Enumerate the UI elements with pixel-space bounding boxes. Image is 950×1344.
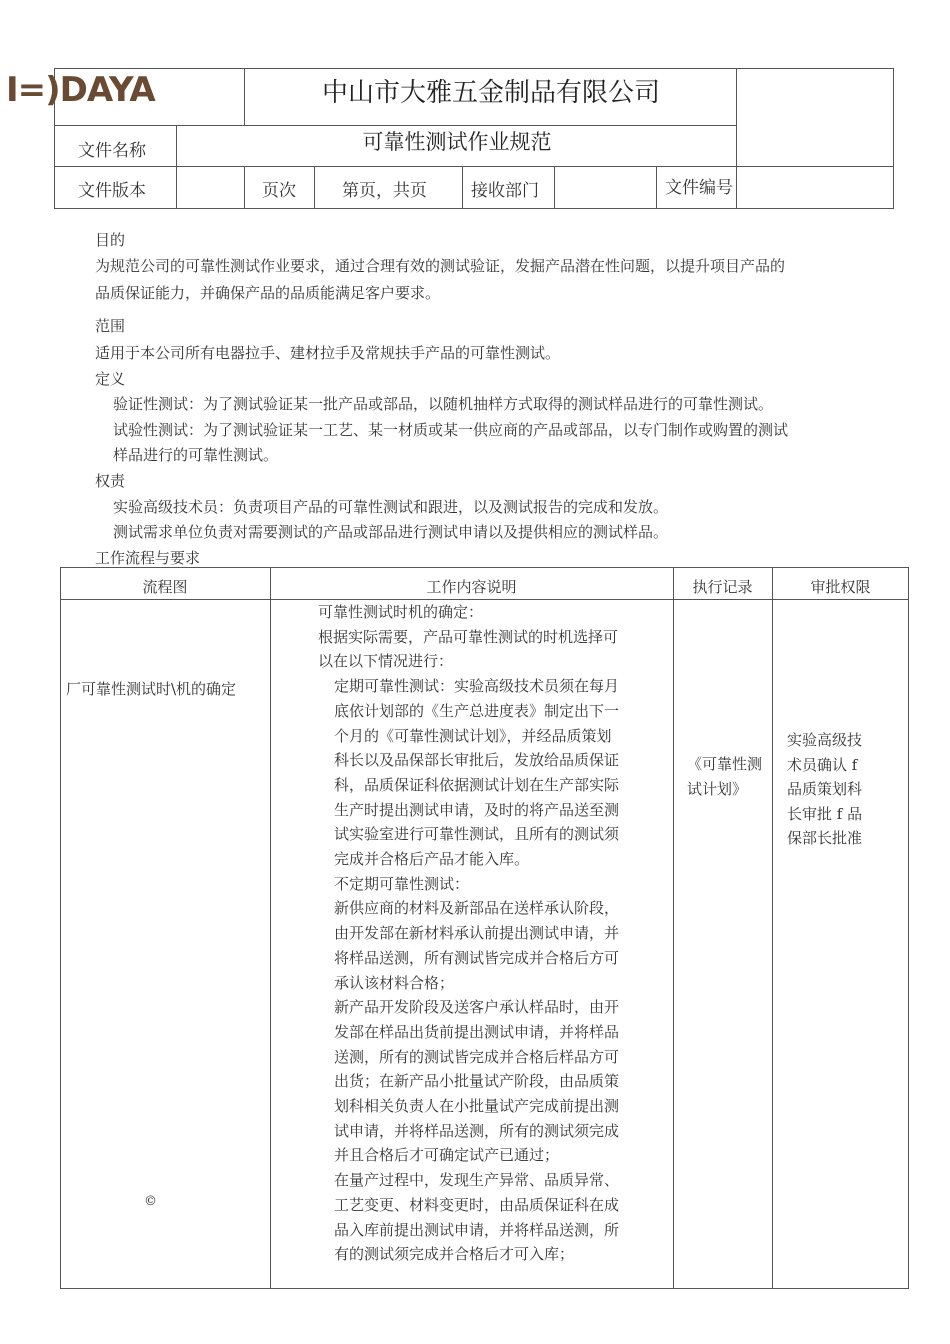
content-line: 可靠性测试时机的确定： [318,603,484,621]
definition-item: 验证性测试：为了测试验证某一批产品或部品，以随机抽样方式取得的测试样品进行的可靠性测试。 [113,395,774,413]
flow-step: 厂可靠性测试时\机的确定 [66,680,237,698]
column-header-approval: 审批权限 [810,578,871,596]
header-divider [462,166,463,209]
header-divider [244,166,245,209]
content-line: 完成并合格后产品才能入库。 [334,850,530,869]
doc-name-label: 文件名称 [78,141,146,161]
content-line: 科，品质保证科依据测试计划在生产部实际 [334,775,620,794]
table-divider [673,567,674,1289]
approval-line: 保部长批准 [787,829,863,848]
content-line: 不定期可靠性测试： [334,874,470,893]
header-divider [554,166,555,209]
content-line: 承认该材料合格； [334,973,455,992]
content-line: 以在以下情况进行： [318,652,454,671]
table-divider [270,567,271,1289]
content-line: 将样品送测，所有测试皆完成并合格后方可 [334,948,620,967]
content-description [318,600,670,1267]
record-line: 试计划》 [687,779,748,798]
content-line: 工艺变更、材料变更时，由品质保证科在成 [334,1195,620,1214]
definition-item: 试验性测试：为了测试验证某一工艺、某一材质或某一供应商的产品或部品，以专门制作或购置的测试 [113,421,789,439]
doc-name: 可靠性测试作业规范 [362,130,552,154]
content-line: 划科相关负责人在小批量试产完成前提出测 [334,1097,620,1116]
content-line: 个月的《可靠性测试计划》，并经品质策划 [334,726,612,745]
column-header-record: 执行记录 [692,578,753,596]
flow-symbol: © [144,1194,157,1209]
approval-line: 术员确认 f [787,755,858,774]
approval-line: 品质策划科 [787,780,863,799]
responsibility-item: 测试需求单位负责对需要测试的产品或部品进行测试申请以及提供相应的测试样品。 [113,523,669,541]
definition-item: 样品进行的可靠性测试。 [113,446,279,464]
content-line: 在量产过程中，发现生产异常、品质异常、 [334,1171,620,1190]
purpose-text: 品质保证能力，并确保产品的品质能满足客户要求。 [95,284,441,302]
content-line: 科长以及品保部长审批后，发放给品质保证 [334,751,620,770]
responsibility-title: 权责 [95,472,126,490]
content-line: 新产品开发阶段及送客户承认样品时，由开 [334,998,620,1017]
scope-text: 适用于本公司所有电器拉手、建材拉手及常规扶手产品的可靠性测试。 [95,344,561,362]
flow-title: 工作流程与要求 [95,549,201,567]
content-line: 试申请，并将样品送测，所有的测试须完成 [334,1121,620,1140]
responsibility-item: 实验高级技术员：负责项目产品的可靠性测试和跟进，以及测试报告的完成和发放。 [113,498,669,516]
record-line: 《可靠性测 [687,755,763,773]
content-line: 试实验室进行可靠性测试，且所有的测试须 [334,825,620,844]
purpose-title: 目的 [95,231,126,249]
content-line: 根据实际需要，产品可靠性测试的时机选择可 [318,627,619,646]
column-header-flowchart: 流程图 [142,578,188,596]
company-name: 中山市大雅五金制品有限公司 [321,78,660,108]
header-divider [314,166,315,209]
approval-line: 长审批 f 品 [787,804,863,823]
page-value: 第页，共页 [342,181,427,201]
scope-title: 范围 [95,317,126,335]
company-logo: I=)DAYA [6,70,155,110]
content-line: 新供应商的材料及新部品在送样承认阶段， [334,899,620,918]
content-line: 定期可靠性测试：实验高级技术员须在每月 [334,677,620,696]
approval-line: 实验高级技 [787,731,863,749]
content-line: 生产时提出测试申请，及时的将产品送至测 [334,800,620,819]
execution-record [687,752,762,801]
content-line: 出货；在新产品小批量试产阶段，由品质策 [334,1072,620,1091]
content-line: 送测，所有的测试皆完成并合格后样品方可 [334,1047,620,1066]
approval-authority [787,728,899,851]
column-header-content: 工作内容说明 [426,578,517,596]
content-line: 有的测试须完成并合格后才可入库； [334,1245,575,1264]
version-label: 文件版本 [78,181,146,201]
content-line: 由开发部在新材料承认前提出测试申请，并 [334,924,620,943]
content-line: 品入库前提出测试申请，并将样品送测，所 [334,1220,620,1239]
header-divider [656,166,657,209]
content-line: 并且合格后才可确定试产已通过； [334,1146,560,1165]
page-label: 页次 [262,181,296,201]
content-line: 底依计划部的《生产总进度表》制定出下一 [334,701,620,720]
dept-label: 接收部门 [471,181,539,201]
content-line: 发部在样品出货前提出测试申请，并将样品 [334,1022,620,1041]
doc-no-label: 文件编号 [665,178,733,198]
purpose-text: 为规范公司的可靠性测试作业要求，通过合理有效的测试验证，发掘产品潜在性问题，以提升项目产品的 [95,257,786,275]
table-divider [772,567,773,1289]
header-divider [54,166,894,167]
definition-title: 定义 [95,370,126,388]
